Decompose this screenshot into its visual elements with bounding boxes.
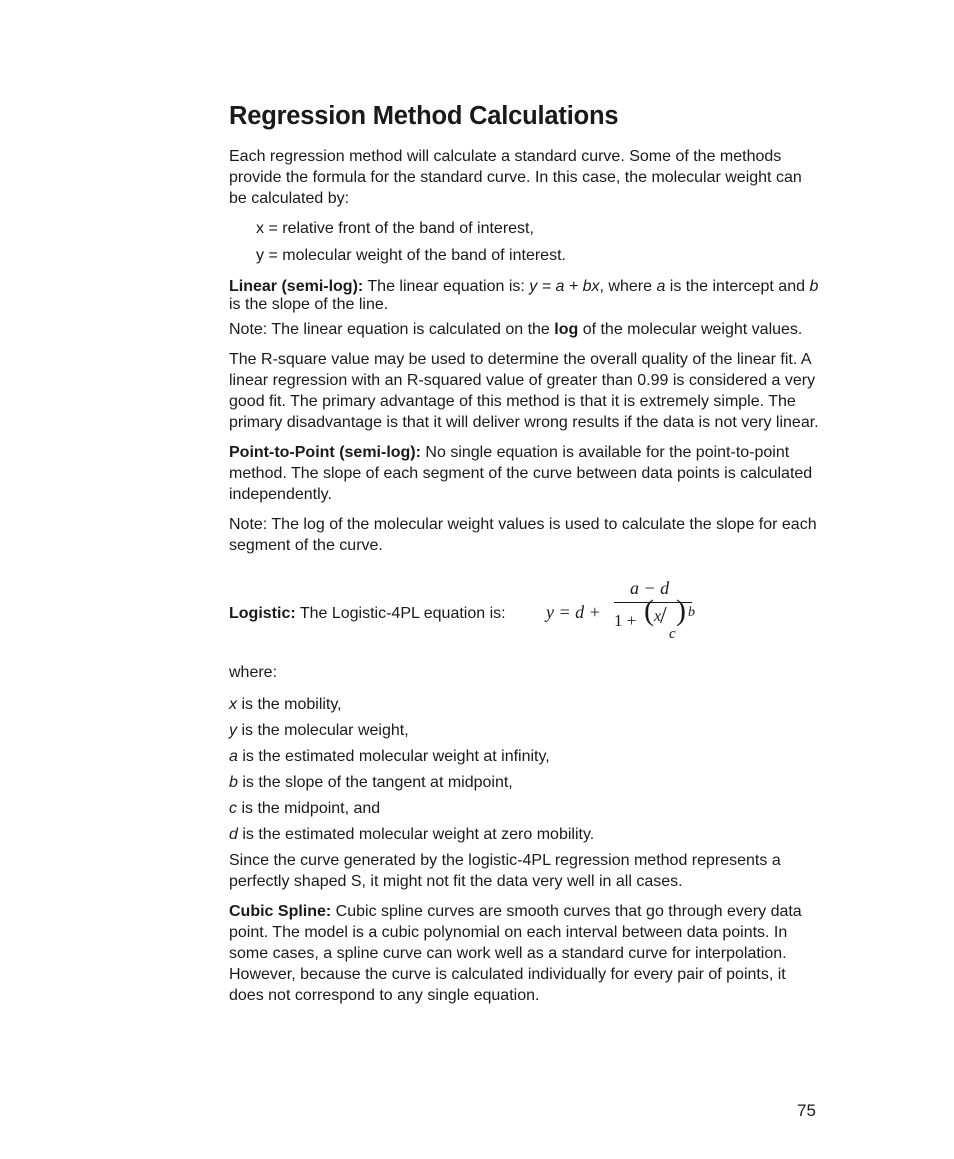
where-label: where: xyxy=(229,664,278,681)
formula-slash: / xyxy=(660,603,667,629)
linear-paragraph: Linear (semi-log): The linear equation is: y = a + bx, where a is the intercept and b is the slope of the line. xyxy=(229,278,819,313)
linear-note: Note: The linear equation is calculated on the log of the molecular weight values. xyxy=(229,321,803,338)
variable-item: c is the midpoint, and xyxy=(229,800,381,817)
page-title: Regression Method Calculations xyxy=(229,102,619,130)
linear-equation: y = a + bx xyxy=(529,278,600,295)
formula-denominator: 1 + xyxy=(614,611,637,630)
formula-exponent-b: b xyxy=(688,605,695,620)
formula-numerator: a − d xyxy=(630,578,670,598)
page-number: 75 xyxy=(797,1101,816,1120)
logistic-heading: Logistic: xyxy=(229,604,296,622)
point-to-point-heading: Point-to-Point (semi-log): xyxy=(229,444,421,461)
cubic-spline-paragraph: Cubic Spline: Cubic spline curves are smooth curves that go through every data point. The model is a cubic polynomial on each interval between data points. In some cases, a spline curve can work well as a standard curve for interpolation. However, because the curve is calculated individually for every pair of points, it does not correspond to any single equation. xyxy=(229,903,802,1004)
variable-item: a is the estimated molecular weight at infinity, xyxy=(229,748,550,765)
variable-item: d is the estimated molecular weight at zero mobility. xyxy=(229,826,595,843)
variable-item: x is the mobility, xyxy=(229,696,342,713)
linear-heading: Linear (semi-log): xyxy=(229,278,364,295)
variable-item: y is the molecular weight, xyxy=(229,722,409,739)
variable-list xyxy=(229,694,819,845)
cubic-spline-heading: Cubic Spline: xyxy=(229,903,332,920)
formula-paren-close: ) xyxy=(676,594,686,627)
logistic-summary: Since the curve generated by the logistic-4PL regression method represents a perfectly shaped S, it might not fit the data very well in all cases. xyxy=(229,852,781,890)
formula-lhs: y = d + xyxy=(546,602,601,622)
variable-item: b is the slope of the tangent at midpoint, xyxy=(229,774,513,791)
formula-c: c xyxy=(669,626,676,642)
point-to-point-note: Note: The log of the molecular weight values is used to calculate the slope for each segment of the curve. xyxy=(229,516,817,554)
point-to-point-paragraph: Point-to-Point (semi-log): No single equation is available for the point-to-point method. The slope of each segment of the curve between data points is calculated independently. xyxy=(229,444,813,503)
logistic-formula xyxy=(542,578,702,648)
definition-y: y = molecular weight of the band of interest. xyxy=(256,247,566,264)
intro-paragraph: Each regression method will calculate a standard curve. Some of the methods provide the formula for the standard curve. In this case, the molecular weight can be calculated by: xyxy=(229,148,802,207)
page-content xyxy=(229,100,819,1015)
formula-x: x xyxy=(654,608,662,625)
definition-x: x = relative front of the band of interest, xyxy=(256,220,534,237)
formula-paren-open: ( xyxy=(644,594,654,627)
logistic-row xyxy=(229,578,819,648)
rsquare-paragraph: The R-square value may be used to determine the overall quality of the linear fit. A linear regression with an R-squared value of greater than 0.99 is considered a very good fit. The primary advantage of this method is that it is extremely simple. The primary disadvantage is that it will deliver wrong results if the data is not very linear. xyxy=(229,351,819,431)
logistic-label: Logistic: The Logistic-4PL equation is: xyxy=(229,604,506,622)
